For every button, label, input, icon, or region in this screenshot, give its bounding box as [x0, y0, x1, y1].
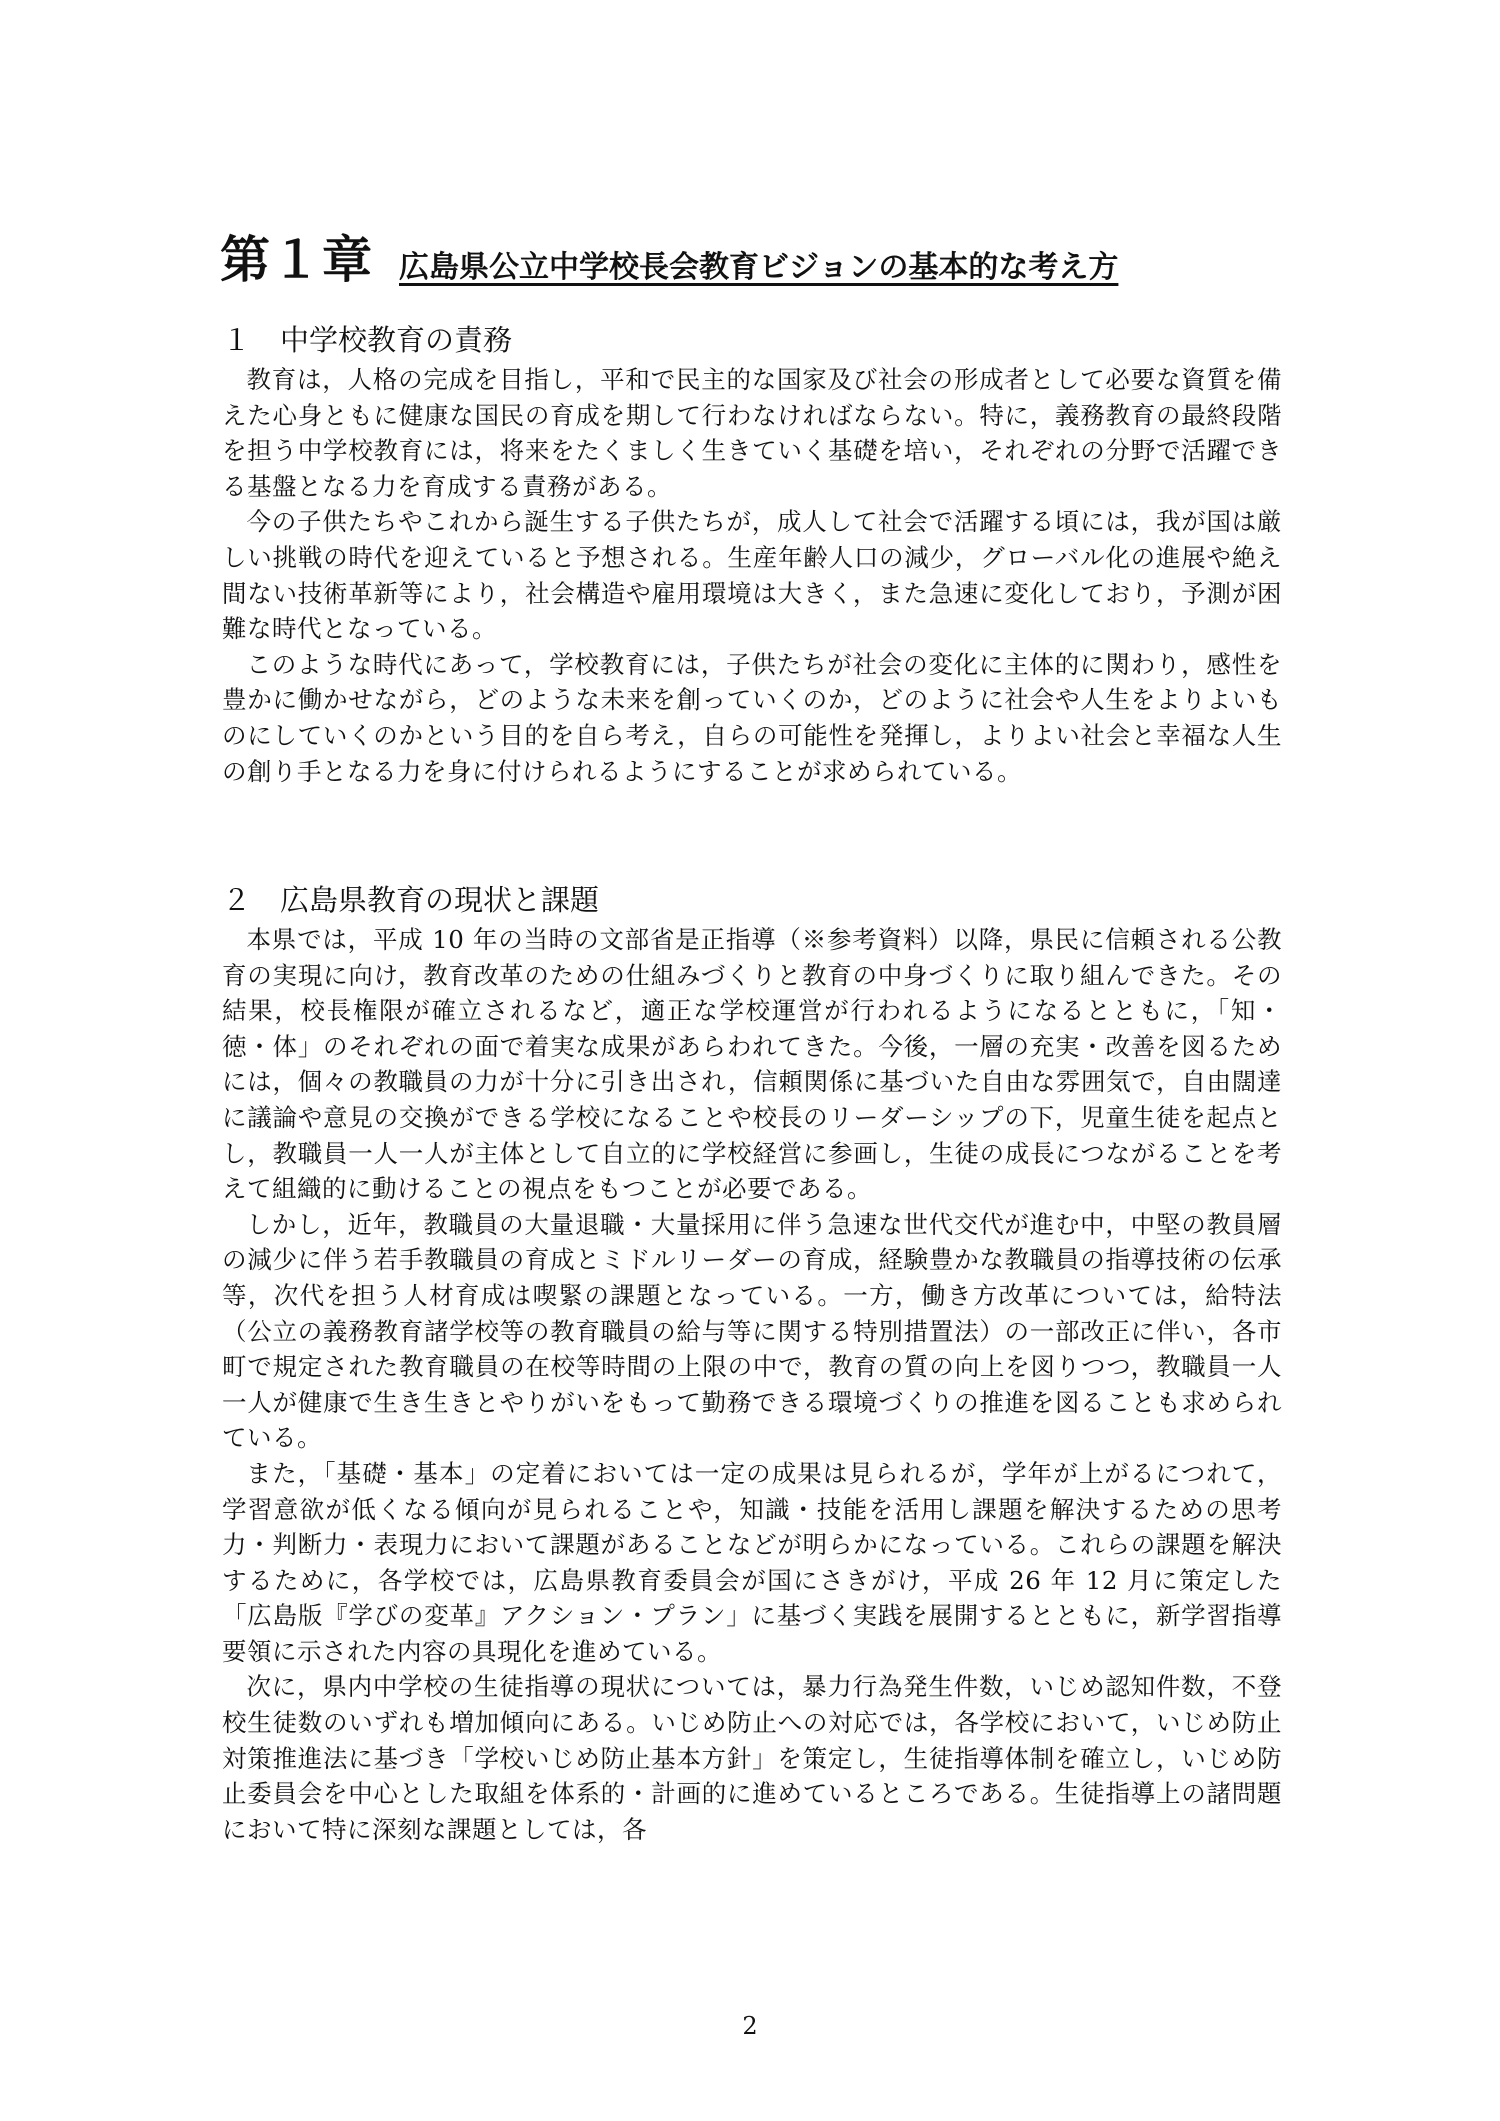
section-title: 中学校教育の責務: [280, 323, 513, 357]
section-heading: [222, 878, 1282, 922]
paragraph: しかし，近年，教職員の大量退職・大量採用に伴う急速な世代交代が進む中，中堅の教員層の減少に伴う若手教職員の育成とミドルリーダーの育成，経験豊かな教職員の指導技術の伝承等，次代を担う人材育成は喫緊の課題となっている。一方，働き方改革については，給特法（公立の義務教育諸学校等の教育職員の給与等に関する特別措置法）の一部改正に伴い，各市町で規定された教育職員の在校等時間の上限の中で，教育の質の向上を図りつつ，教職員一人一人が健康で生き生きとやりがいをもって勤務できる環境づくりの推進を図ることも求められている。: [222, 1209, 1282, 1453]
chapter-title: [220, 220, 1300, 290]
paragraph: このような時代にあって，学校教育には，子供たちが社会の変化に主体的に関わり，感性を豊かに働かせながら，どのような未来を創っていくのか，どのように社会や人生をよりよいものにしていくのかという目的を自ら考え，自らの可能性を発揮し，よりよい社会と幸福な人生の創り手となる力を身に付けられるようにすることが求められている。: [222, 649, 1282, 786]
section-number: １: [222, 323, 252, 357]
section-title: 広島県教育の現状と課題: [280, 883, 600, 917]
section-1: [222, 318, 1282, 789]
paragraph: 本県では，平成 10 年の当時の文部省是正指導（※参考資料）以降，県民に信頼される公教育の実現に向け，教育改革のための仕組みづくりと教育の中身づくりに取り組んできた。その結果，校長権限が確立されるなど，適正な学校運営が行われるようになるとともに，「知・徳・体」のそれぞれの面で着実な成果があらわれてきた。今後，一層の充実・改善を図るためには，個々の教職員の力が十分に引き出され，信頼関係に基づいた自由な雰囲気で，自由闊達に議論や意見の交換ができる学校になることや校長のリーダーシップの下，児童生徒を起点とし，教職員一人一人が主体として自立的に学校経営に参画し，生徒の成長につながることを考えて組織的に動けることの視点をもつことが必要である。: [222, 925, 1282, 1204]
section-heading: [222, 318, 1282, 362]
paragraph: 今の子供たちやこれから誕生する子供たちが，成人して社会で活躍する頃には，我が国は厳しい挑戦の時代を迎えていると予想される。生産年齢人口の減少，グローバル化の進展や絶え間ない技術革新等により，社会構造や雇用環境は大きく，また急速に変化しており，予測が困難な時代となっている。: [222, 507, 1282, 644]
paragraph: 次に，県内中学校の生徒指導の現状については，暴力行為発生件数，いじめ認知件数，不登校生徒数のいずれも増加傾向にある。いじめ防止への対応では，各学校において，いじめ防止対策推進法に基づき「学校いじめ防止基本方針」を策定し，生徒指導体制を確立し，いじめ防止委員会を中心とした取組を体系的・計画的に進めているところである。生徒指導上の諸問題において特に深刻な課題としては，各: [222, 1672, 1282, 1844]
paragraph: 教育は，人格の完成を目指し，平和で民主的な国家及び社会の形成者として必要な資質を備えた心身ともに健康な国民の育成を期して行わなければならない。特に，義務教育の最終段階を担う中学校教育には，将来をたくましく生きていく基礎を培い，それぞれの分野で活躍できる基盤となる力を育成する責務がある。: [222, 365, 1282, 501]
section-2: [222, 878, 1282, 1847]
chapter-number: 第１章: [220, 231, 373, 289]
chapter-heading: 広島県公立中学校長会教育ビジョンの基本的な考え方: [399, 250, 1119, 285]
section-number: ２: [222, 883, 252, 917]
paragraph: また，「基礎・基本」の定着においては一定の成果は見られるが，学年が上がるにつれて，学習意欲が低くなる傾向が見られることや，知識・技能を活用し課題を解決するための思考力・判断力・表現力において課題があることなどが明らかになっている。これらの課題を解決するために，各学校では，広島県教育委員会が国にさきがけ，平成 26 年 12 月に策定した「広島版『学びの変革』アクション・プラン」に基づく実践を展開するとともに，新学習指導要領に示された内容の具現化を進めている。: [222, 1458, 1282, 1666]
page-number: 2: [742, 2012, 758, 2040]
